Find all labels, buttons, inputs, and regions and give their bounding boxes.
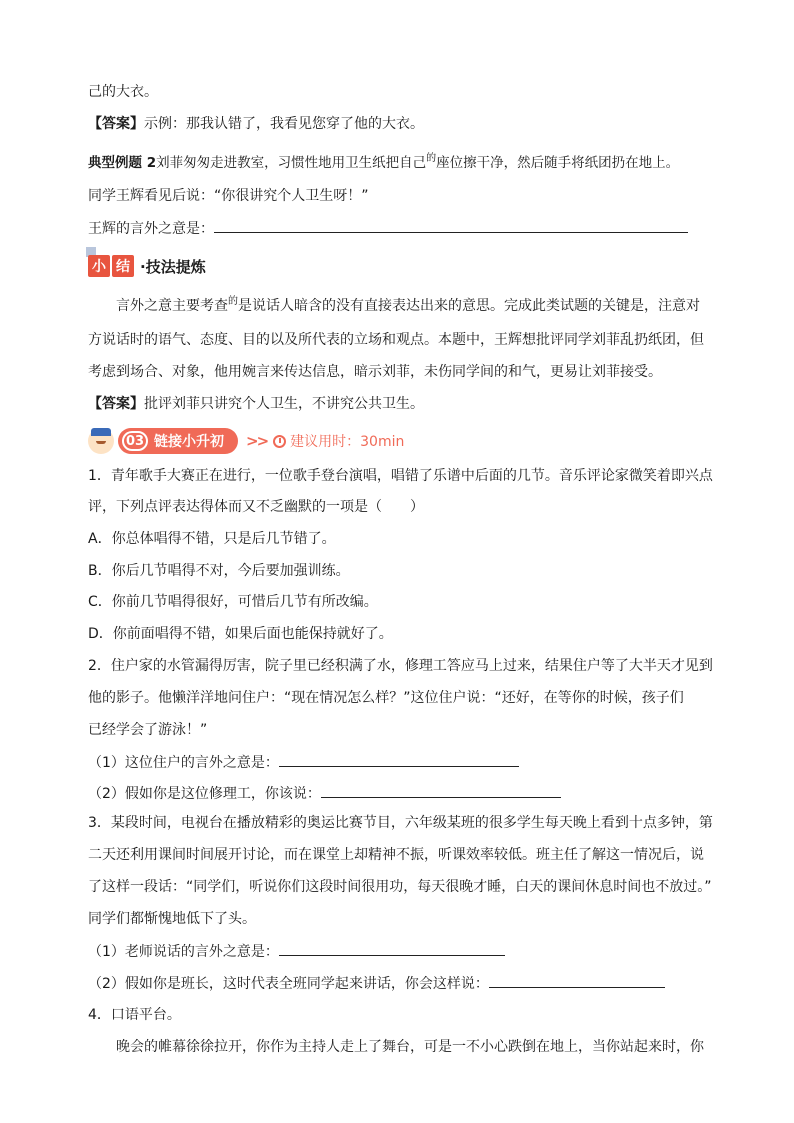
summary-tag: 小 [88, 255, 110, 277]
question-2: 已经学会了游泳！” [88, 722, 208, 738]
question-3: 了这样一段话：“同学们，听说你们这段时间很用功，每天很晚才睡，白天的课间休息时间也不放过。” [88, 879, 712, 895]
option-d[interactable]: D．你前面唱得不错，如果后面也能保持就好了。 [88, 626, 393, 642]
answer-line: 【答案】示例：那我认错了，我看见您穿了他的大衣。 [88, 116, 424, 132]
summary-header [88, 252, 206, 280]
sub-question: （1）这位住户的言外之意是： [88, 752, 706, 772]
question-3: 二天还利用课间时间展开讨论，而在课堂上却精神不振，听课效率较低。班主任了解这一情况后，说 [88, 847, 704, 863]
student-avatar-icon [88, 428, 114, 454]
question-1: 评，下列点评表达得体而又不乏幽默的一项是（ ） [88, 499, 424, 515]
answer-blank[interactable] [279, 941, 505, 956]
question-3: 同学们都惭愧地低下了头。 [88, 911, 256, 927]
banner-pill [118, 428, 238, 454]
sub-question: （2）假如你是这位修理工，你该说： [88, 783, 706, 803]
question-4: 晚会的帷幕徐徐拉开，你作为主持人走上了舞台，可是一不小心跌倒在地上，当你站起来时，你 [116, 1039, 704, 1055]
section-title: 链接小升初 [154, 434, 224, 450]
answer-blank[interactable] [214, 218, 688, 233]
option-c[interactable]: C．你前几节唱得很好，可惜后几节有所改编。 [88, 594, 378, 610]
question-line: 王辉的言外之意是： [88, 218, 706, 238]
example-tag: 典型例题 2 [88, 155, 157, 171]
section-banner [88, 426, 404, 456]
clock-icon [273, 435, 286, 448]
summary-tag: 结 [112, 255, 134, 277]
summary-paragraph: 言外之意主要考查$^的$是说话人暗含的没有直接表达出来的意思。完成此类试题的关键是，注意对 [116, 296, 700, 314]
answer-blank[interactable] [489, 973, 665, 988]
text-line: 己的大衣。 [88, 84, 158, 100]
question-2: 2．住户家的水管漏得厉害，院子里已经积满了水，修理工答应马上过来，结果住户等了大半天才见到 [88, 658, 713, 674]
answer-line: 【答案】批评刘菲只讲究个人卫生，不讲究公共卫生。 [88, 396, 424, 412]
question-2: 他的影子。他懒洋洋地问住户：“现在情况怎么样？”这位住户说：“还好，在等你的时候，孩子们 [88, 690, 684, 706]
answer-tag: 【答案】 [88, 396, 144, 412]
suggested-time: 建议用时：30min [290, 434, 405, 450]
option-a[interactable]: A．你总体唱得不错，只是后几节错了。 [88, 531, 336, 547]
answer-tag: 【答案】 [88, 116, 144, 132]
question-1: 1．青年歌手大赛正在进行，一位歌手登台演唱，唱错了乐谱中后面的几节。音乐评论家微笑着即兴点 [88, 468, 713, 484]
question-4: 4．口语平台。 [88, 1007, 181, 1023]
answer-blank[interactable] [279, 752, 519, 767]
text-line: 同学王辉看见后说：“你很讲究个人卫生呀！” [88, 188, 369, 204]
summary-title: ·技法提炼 [140, 257, 206, 276]
sub-question: （2）假如你是班长，这时代表全班同学起来讲话，你会这样说： [88, 973, 706, 993]
sub-question: （1）老师说话的言外之意是： [88, 941, 706, 961]
answer-blank[interactable] [321, 783, 561, 798]
double-arrow-icon: >> [246, 432, 268, 450]
example-line: 典型例题 2刘菲匆匆走进教室，习惯性地用卫生纸把自己$^的$座位擦干净，然后随手将纸团扔在地上。 [88, 153, 680, 171]
summary-paragraph: 考虑到场合、对象，他用婉言来传达信息，暗示刘菲，未伤同学间的和气，更易让刘菲接受。 [88, 364, 662, 380]
summary-paragraph: 方说话时的语气、态度、目的以及所代表的立场和观点。本题中，王辉想批评同学刘菲乱扔纸团，但 [88, 332, 704, 348]
option-b[interactable]: B．你后几节唱得不对，今后要加强训练。 [88, 563, 350, 579]
question-3: 3．某段时间，电视台在播放精彩的奥运比赛节目，六年级某班的很多学生每天晚上看到十点多钟，第 [88, 815, 713, 831]
section-number: 03 [122, 431, 148, 451]
